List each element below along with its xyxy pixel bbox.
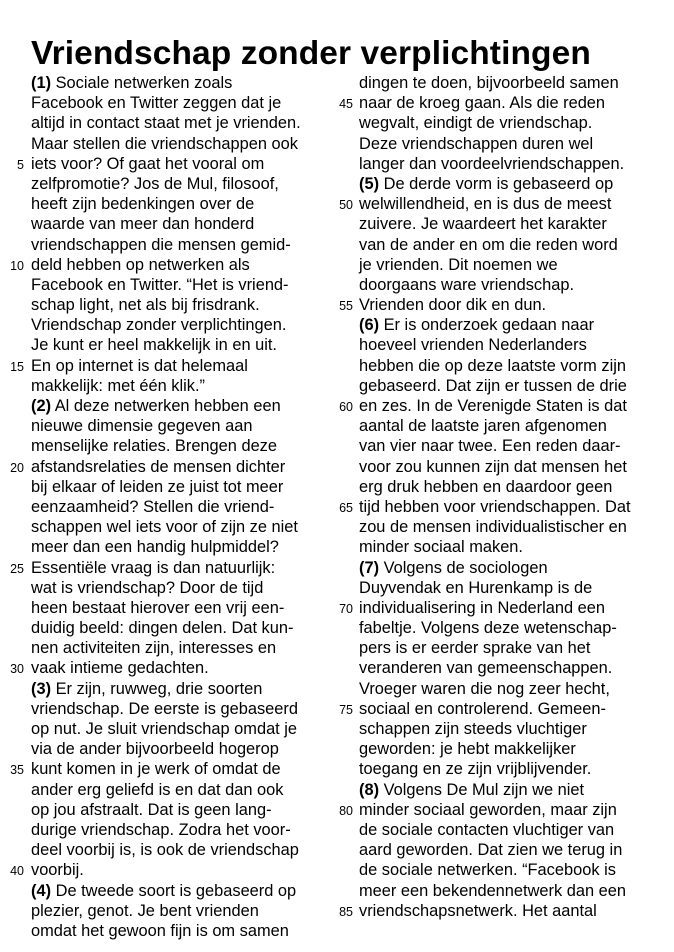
line-text xyxy=(31,335,277,355)
text-line xyxy=(329,860,674,880)
line-text xyxy=(359,73,619,93)
line-body: sociaal en controlerend. Gemeen- xyxy=(359,699,606,718)
text-line xyxy=(0,113,330,133)
line-text xyxy=(359,699,606,719)
text-line xyxy=(329,275,674,295)
line-body: makkelijk: met één klik.” xyxy=(31,376,205,395)
line-text xyxy=(359,780,584,800)
line-number: 85 xyxy=(339,904,353,919)
line-text xyxy=(31,679,262,699)
line-body: minder sociaal maken. xyxy=(359,538,523,557)
line-text xyxy=(359,255,558,275)
line-body: vriendschap. De eerste is gebaseerd xyxy=(31,699,298,718)
line-text xyxy=(359,739,576,759)
line-text xyxy=(359,335,587,355)
text-line xyxy=(329,235,674,255)
line-number: 75 xyxy=(339,702,353,717)
text-line xyxy=(0,578,330,598)
line-body: schappen wel iets voor of zijn ze niet xyxy=(31,518,298,537)
line-body: deel voorbij is, is ook de vriendschap xyxy=(31,841,299,860)
line-text xyxy=(31,174,279,194)
line-text xyxy=(31,598,284,618)
text-line xyxy=(0,174,330,194)
line-body: de sociale netwerken. “Facebook is xyxy=(359,861,616,880)
line-body: doorgaans ware vriendschap. xyxy=(359,275,575,294)
line-text xyxy=(31,416,252,436)
line-text xyxy=(31,214,254,234)
text-line xyxy=(0,235,330,255)
line-body: erg druk hebben en daardoor geen xyxy=(359,477,613,496)
line-text xyxy=(31,235,291,255)
line-body: Duyvendak en Hurenkamp is de xyxy=(359,578,593,597)
line-body: iets voor? Of gaat het vooral om xyxy=(31,154,265,173)
text-line xyxy=(329,658,674,678)
line-text xyxy=(359,477,612,497)
line-text xyxy=(359,356,626,376)
text-line xyxy=(329,335,674,355)
line-text xyxy=(31,154,264,174)
line-body: aard geworden. Dat zien we terug in xyxy=(359,841,623,860)
line-body: vriendschapsnetwerk. Het aantal xyxy=(359,901,597,920)
line-text xyxy=(31,881,296,901)
line-number: 30 xyxy=(10,662,24,677)
line-text xyxy=(359,860,616,880)
line-body: veranderen van gemeenschappen. xyxy=(359,659,613,678)
line-body: wegvalt, eindigt de vriendschap. xyxy=(359,114,593,133)
line-text xyxy=(31,719,297,739)
line-body: welwillendheid, en is dus de meest xyxy=(359,195,612,214)
line-text xyxy=(359,558,548,578)
line-body: via de ander bijvoorbeeld hogerop xyxy=(31,740,279,759)
article-title: Vriendschap zonder verplichtingen xyxy=(31,35,591,73)
paragraph-number: (1) xyxy=(31,74,52,92)
text-line xyxy=(329,457,674,477)
line-body: vaak intieme gedachten. xyxy=(31,659,209,678)
line-body: nieuwe dimensie gegeven aan xyxy=(31,417,253,436)
text-line xyxy=(0,699,330,719)
line-text xyxy=(31,255,250,275)
line-text xyxy=(359,436,621,456)
line-text xyxy=(31,497,274,517)
line-text xyxy=(31,356,248,376)
line-number: 5 xyxy=(17,157,24,172)
line-body: kunt komen in je werk of omdat de xyxy=(31,760,281,779)
line-text xyxy=(31,315,286,335)
line-text xyxy=(359,376,627,396)
text-line xyxy=(329,881,674,901)
line-text xyxy=(359,618,617,638)
line-body: heeft zijn bedenkingen over de xyxy=(31,195,255,214)
text-line xyxy=(0,558,330,578)
line-body: Sociale netwerken zoals xyxy=(55,74,233,92)
text-line xyxy=(329,194,674,214)
text-line xyxy=(329,477,674,497)
line-body: schappen zijn steeds vluchtiger xyxy=(359,720,587,738)
line-body: deld hebben op netwerken als xyxy=(31,255,250,274)
line-text xyxy=(31,921,289,941)
line-body: tijd hebben voor vriendschappen. Dat xyxy=(359,497,631,516)
text-line xyxy=(329,840,674,860)
line-body: naar de kroeg gaan. Als die reden xyxy=(359,94,606,113)
line-body: de sociale contacten vluchtiger van xyxy=(359,820,615,839)
line-body: menselijke relaties. Brengen deze xyxy=(31,437,277,456)
text-line xyxy=(329,356,674,376)
line-body: je vrienden. Dit noemen we xyxy=(359,255,558,274)
text-line xyxy=(329,558,674,578)
line-text xyxy=(359,174,613,194)
line-body: Er zijn, ruwweg, drie soorten xyxy=(55,679,263,698)
text-line xyxy=(0,921,330,941)
line-text xyxy=(359,113,592,133)
text-line xyxy=(0,436,330,456)
line-body: voor zou kunnen zijn dat mensen het xyxy=(359,457,627,476)
line-text xyxy=(31,295,260,315)
line-text xyxy=(31,618,293,638)
line-body: wat is vriendschap? Door de tijd xyxy=(31,578,264,597)
text-line xyxy=(0,356,330,376)
text-line xyxy=(329,638,674,658)
text-line xyxy=(329,739,674,759)
text-line xyxy=(329,295,674,315)
text-line xyxy=(0,739,330,759)
line-body: durige vriendschap. Zodra het voor- xyxy=(31,820,291,839)
line-number: 45 xyxy=(339,97,353,112)
text-line xyxy=(0,719,330,739)
line-text xyxy=(359,396,627,416)
text-line xyxy=(0,214,330,234)
line-body: Er is onderzoek gedaan naar xyxy=(383,316,595,335)
line-text xyxy=(31,113,301,133)
line-body: dingen te doen, bijvoorbeeld samen xyxy=(359,74,619,92)
line-text xyxy=(359,578,592,598)
line-body: meer een bekendennetwerk dan een xyxy=(359,881,626,900)
line-number: 35 xyxy=(10,763,24,778)
line-text xyxy=(31,820,291,840)
line-text xyxy=(31,860,84,880)
line-text xyxy=(31,436,277,456)
text-line xyxy=(329,800,674,820)
text-line xyxy=(0,780,330,800)
text-line xyxy=(329,134,674,154)
line-body: heen bestaat hierover een vrij een- xyxy=(31,598,285,617)
line-text xyxy=(31,699,298,719)
line-body: bij elkaar of leiden ze juist tot meer xyxy=(31,477,284,496)
left-column xyxy=(0,73,330,941)
text-line xyxy=(329,780,674,800)
line-body: waarde van meer dan honderd xyxy=(31,215,255,234)
text-line xyxy=(329,73,674,93)
line-body: nen activiteiten zijn, interesses en xyxy=(31,639,277,658)
line-text xyxy=(31,578,263,598)
paragraph-number: (4) xyxy=(31,881,52,900)
text-line xyxy=(329,679,674,699)
line-body: vriendschappen die mensen gemid- xyxy=(31,235,291,254)
text-line xyxy=(329,719,674,739)
line-body: Facebook en Twitter. “Het is vriend- xyxy=(31,275,289,294)
text-line xyxy=(0,93,330,113)
line-body: ander erg geliefd is en dat dan ook xyxy=(31,780,284,799)
line-body: aantal de laatste jaren afgenomen xyxy=(359,417,607,436)
line-text xyxy=(359,537,523,557)
line-text xyxy=(31,477,283,497)
text-line xyxy=(0,457,330,477)
line-number: 15 xyxy=(10,359,24,374)
text-line xyxy=(0,679,330,699)
line-body: zou de mensen individualistischer en xyxy=(359,518,627,537)
paragraph-number: (6) xyxy=(359,316,380,335)
line-number: 70 xyxy=(339,601,353,616)
text-line xyxy=(0,517,330,537)
line-text xyxy=(359,901,597,921)
text-line xyxy=(0,881,330,901)
line-text xyxy=(31,638,276,658)
text-line xyxy=(0,800,330,820)
line-text xyxy=(359,840,622,860)
line-text xyxy=(359,214,607,234)
line-body: Al deze netwerken hebben een xyxy=(54,397,281,415)
line-body: afstandsrelaties de mensen dichter xyxy=(31,457,286,476)
line-body: Vroeger waren die nog zeer hecht, xyxy=(359,679,610,698)
line-body: Facebook en Twitter zeggen dat je xyxy=(31,94,282,113)
line-text xyxy=(359,638,590,658)
line-body: pers is er eerder sprake van het xyxy=(359,639,591,658)
text-line xyxy=(329,154,674,174)
line-number: 20 xyxy=(10,460,24,475)
line-text xyxy=(359,820,614,840)
line-text xyxy=(359,235,618,255)
line-number: 40 xyxy=(10,864,24,879)
line-text xyxy=(31,537,279,557)
line-text xyxy=(359,275,574,295)
text-line xyxy=(0,335,330,355)
line-body: omdat het gewoon fijn is om samen xyxy=(31,921,289,940)
line-number: 50 xyxy=(339,198,353,213)
line-number: 60 xyxy=(339,400,353,414)
line-body: schap light, net als bij frisdrank. xyxy=(31,296,260,315)
line-number: 55 xyxy=(339,299,353,314)
line-text xyxy=(359,759,591,779)
line-body: individualisering in Nederland een xyxy=(359,598,606,617)
line-text xyxy=(359,295,546,315)
text-line xyxy=(0,295,330,315)
line-body: meer dan een handig hulpmiddel? xyxy=(31,538,279,557)
line-text xyxy=(31,840,299,860)
line-text xyxy=(31,739,279,759)
line-text xyxy=(31,134,298,154)
text-line xyxy=(0,658,330,678)
paragraph-number: (3) xyxy=(31,679,52,698)
line-body: geworden: je hebt makkelijker xyxy=(359,740,576,759)
line-number: 80 xyxy=(339,803,353,818)
text-line xyxy=(329,416,674,436)
text-line xyxy=(329,578,674,598)
line-text xyxy=(31,759,281,779)
line-body: van de ander en om die reden word xyxy=(359,235,618,254)
line-body: duidig beeld: dingen delen. Dat kun- xyxy=(31,619,294,638)
line-text xyxy=(359,154,624,174)
line-body: altijd in contact staat met je vrienden. xyxy=(31,114,301,133)
line-text xyxy=(359,517,627,537)
line-text xyxy=(359,416,607,436)
line-number: 10 xyxy=(10,258,24,273)
text-line xyxy=(0,497,330,517)
line-body: voorbij. xyxy=(31,861,84,880)
paragraph-number: (5) xyxy=(359,174,380,193)
text-line xyxy=(329,820,674,840)
text-line xyxy=(329,255,674,275)
text-line xyxy=(329,376,674,396)
line-body: zelfpromotie? Jos de Mul, filosoof, xyxy=(31,174,279,193)
line-text xyxy=(359,93,605,113)
line-body: Essentiële vraag is dan natuurlijk: xyxy=(31,558,276,577)
text-line xyxy=(329,396,674,416)
text-line xyxy=(0,416,330,436)
line-body: Vrienden door dik en dun. xyxy=(359,296,547,315)
line-text xyxy=(359,134,593,154)
line-body: gebaseerd. Dat zijn er tussen de drie xyxy=(359,376,627,395)
line-text xyxy=(31,376,205,396)
line-text xyxy=(31,558,275,578)
line-body: op jou afstraalt. Dat is geen lang- xyxy=(31,800,272,819)
text-line xyxy=(329,214,674,234)
line-text xyxy=(31,275,289,295)
line-body: Vriendschap zonder verplichtingen. xyxy=(31,316,287,335)
line-text xyxy=(359,457,627,477)
line-text xyxy=(359,497,631,517)
line-body: En op internet is dat helemaal xyxy=(31,356,248,375)
text-line xyxy=(0,759,330,779)
line-body: Maar stellen die vriendschappen ook xyxy=(31,134,298,153)
text-line xyxy=(329,759,674,779)
line-text xyxy=(31,658,209,678)
line-body: Volgens de sociologen xyxy=(383,558,548,577)
text-line xyxy=(0,477,330,497)
text-line xyxy=(329,174,674,194)
text-line xyxy=(0,275,330,295)
line-text xyxy=(359,598,605,618)
line-text xyxy=(359,719,587,739)
line-number: 65 xyxy=(339,500,353,515)
text-line xyxy=(329,497,674,517)
text-line xyxy=(0,598,330,618)
right-column xyxy=(329,73,674,921)
paragraph-number: (7) xyxy=(359,558,380,577)
line-body: toegang en ze zijn vrijblijvender. xyxy=(359,760,592,779)
line-text xyxy=(359,679,610,699)
line-text xyxy=(31,800,272,820)
text-line xyxy=(329,517,674,537)
text-line xyxy=(0,376,330,396)
line-text xyxy=(359,658,612,678)
line-text xyxy=(31,457,285,477)
text-line xyxy=(0,194,330,214)
text-line xyxy=(329,436,674,456)
line-body: Je kunt er heel makkelijk in en uit. xyxy=(31,336,277,355)
text-line xyxy=(329,537,674,557)
line-body: minder sociaal geworden, maar zijn xyxy=(359,800,617,819)
line-text xyxy=(31,396,281,416)
line-body: en zes. In de Verenigde Staten is dat xyxy=(359,397,627,415)
line-body: fabeltje. Volgens deze wetenschap- xyxy=(359,619,617,638)
text-line xyxy=(0,618,330,638)
line-body: eenzaamheid? Stellen die vriend- xyxy=(31,497,275,516)
paragraph-number: (2) xyxy=(31,397,52,415)
line-text xyxy=(31,73,232,93)
text-line xyxy=(0,638,330,658)
line-body: hoeveel vrienden Nederlanders xyxy=(359,336,587,355)
text-line xyxy=(329,901,674,921)
text-line xyxy=(0,315,330,335)
text-line xyxy=(0,820,330,840)
text-line xyxy=(0,860,330,880)
line-number: 25 xyxy=(10,561,24,576)
text-line xyxy=(0,537,330,557)
line-text xyxy=(31,194,254,214)
text-line xyxy=(0,134,330,154)
text-line xyxy=(0,396,330,416)
line-text xyxy=(359,881,626,901)
text-line xyxy=(0,73,330,93)
text-line xyxy=(329,315,674,335)
text-line xyxy=(329,93,674,113)
line-body: op nut. Je sluit vriendschap omdat je xyxy=(31,720,298,738)
text-line xyxy=(0,154,330,174)
text-line xyxy=(329,699,674,719)
text-line xyxy=(329,598,674,618)
line-text xyxy=(31,780,283,800)
line-body: Deze vriendschappen duren wel xyxy=(359,134,594,153)
line-text xyxy=(359,315,594,335)
line-body: zuivere. Je waardeert het karakter xyxy=(359,215,607,234)
line-body: Volgens De Mul zijn we niet xyxy=(383,780,585,799)
text-line xyxy=(0,255,330,275)
line-text xyxy=(31,93,281,113)
text-line xyxy=(0,840,330,860)
text-line xyxy=(0,901,330,921)
line-body: plezier, genot. Je bent vrienden xyxy=(31,901,259,920)
line-body: De tweede soort is gebaseerd op xyxy=(55,881,297,900)
line-body: De derde vorm is gebaseerd op xyxy=(383,174,614,193)
text-line xyxy=(329,618,674,638)
line-body: langer dan voordeelvriendschappen. xyxy=(359,154,625,173)
line-text xyxy=(31,901,259,921)
line-body: van vier naar twee. Een reden daar- xyxy=(359,437,621,456)
text-line xyxy=(329,113,674,133)
line-text xyxy=(359,194,611,214)
paragraph-number: (8) xyxy=(359,780,380,799)
line-body: hebben die op deze laatste vorm zijn xyxy=(359,356,626,375)
line-text xyxy=(31,517,298,537)
line-text xyxy=(359,800,617,820)
